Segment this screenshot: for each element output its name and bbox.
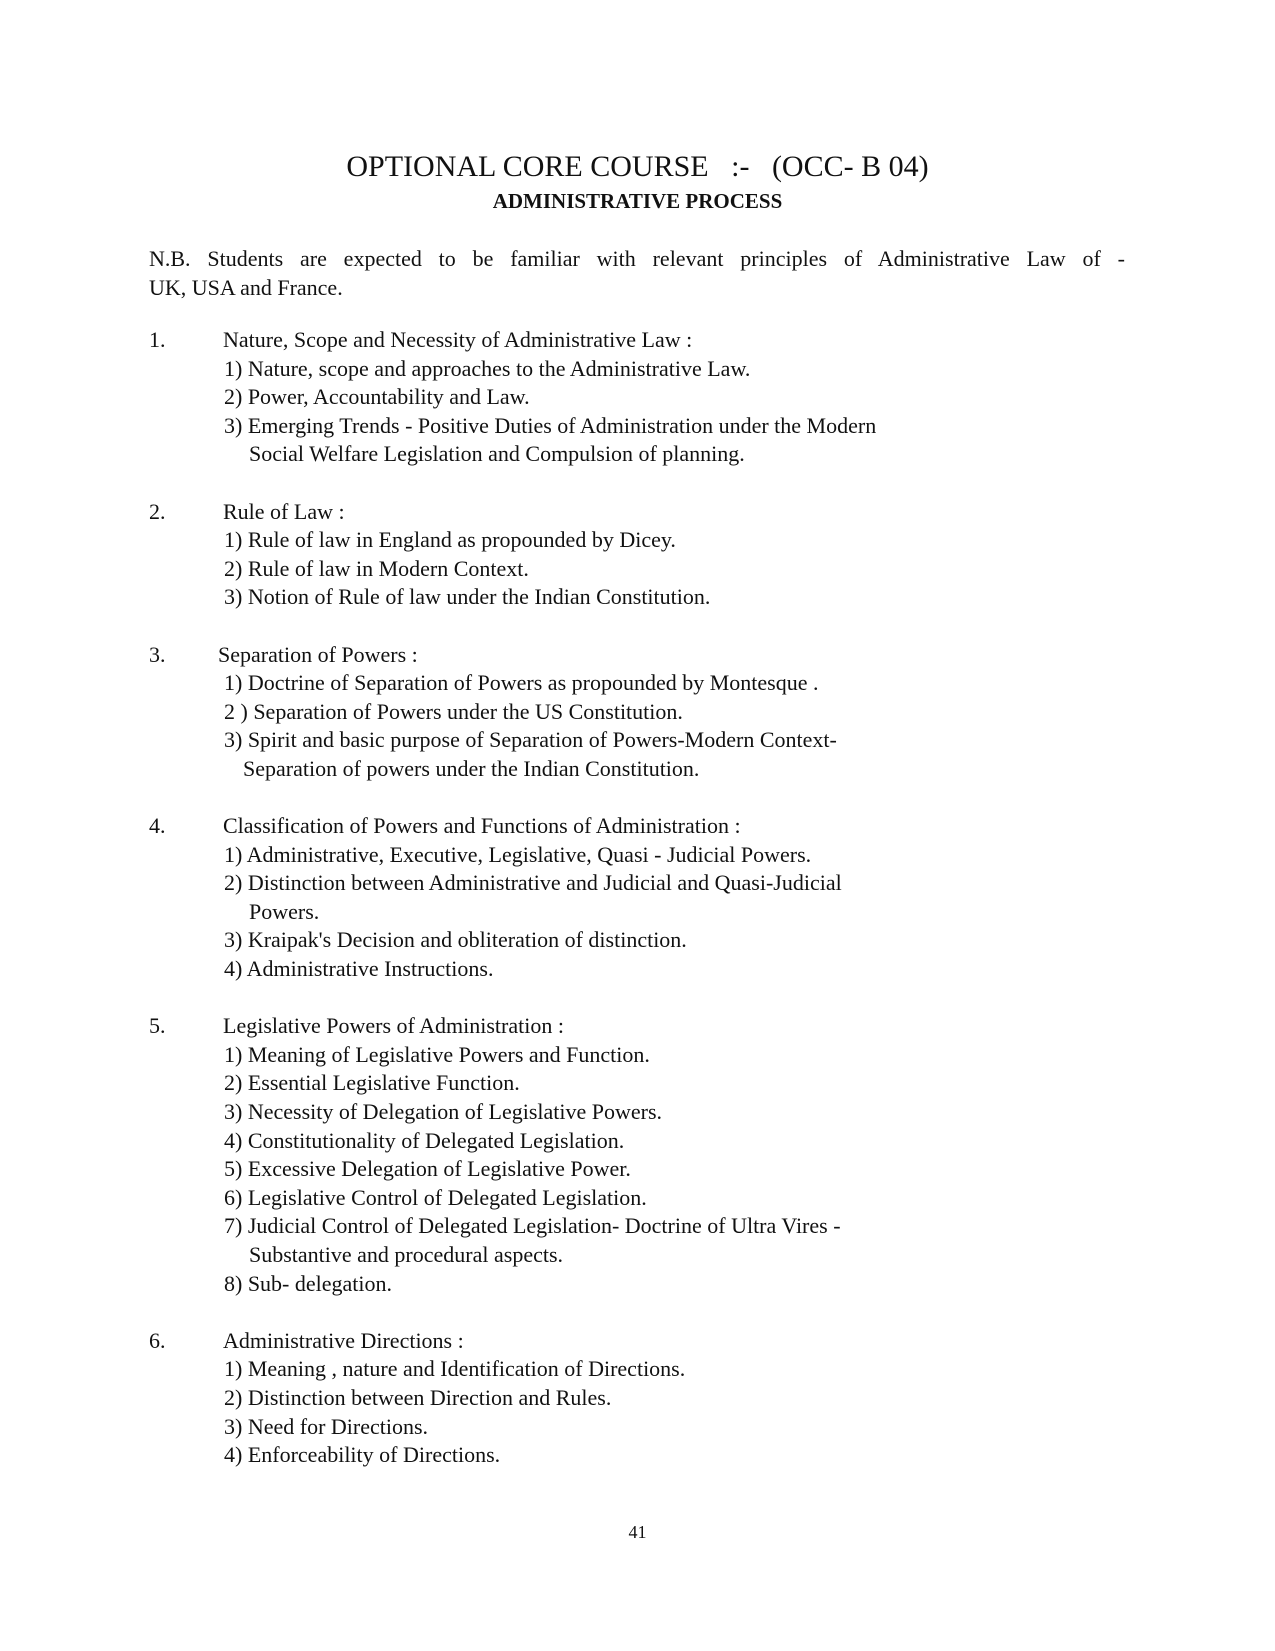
- item-text: 4) Constitutionality of Delegated Legislation.: [224, 1127, 625, 1153]
- item-continuation: Separation of powers under the Indian Constitution.: [243, 755, 700, 781]
- section-title: Rule of Law :: [223, 498, 345, 524]
- section-item-list: [149, 669, 1149, 783]
- syllabus-section: [149, 1012, 1149, 1298]
- section-item-list: [149, 526, 1149, 612]
- section-number: 3.: [149, 641, 166, 667]
- list-item: [149, 669, 1149, 698]
- list-item: [149, 1212, 1149, 1269]
- item-text: 2) Distinction between Direction and Rules.: [224, 1384, 612, 1410]
- note-paragraph: [149, 244, 1125, 302]
- item-text: 2) Distinction between Administrative and Judicial and Quasi-Judicial: [224, 870, 842, 896]
- section-item-list: [149, 841, 1149, 984]
- section-heading: [149, 641, 1149, 670]
- item-text: 2 ) Separation of Powers under the US Constitution.: [224, 698, 683, 724]
- section-item-list: [149, 355, 1149, 469]
- list-item: [149, 926, 1149, 955]
- list-item: [149, 1413, 1149, 1442]
- section-number: 1.: [149, 327, 166, 352]
- list-item: [149, 526, 1149, 555]
- section-heading: [149, 1012, 1149, 1041]
- list-item: [149, 1041, 1149, 1070]
- section-title: Legislative Powers of Administration :: [223, 1013, 564, 1039]
- section-title: Administrative Directions :: [223, 1327, 464, 1353]
- list-item: [149, 1155, 1149, 1184]
- section-number: 2.: [149, 498, 166, 524]
- list-item: [149, 412, 1149, 469]
- list-item: [149, 1441, 1149, 1470]
- section-heading: [149, 1327, 1149, 1356]
- syllabus-sections: [149, 326, 1149, 1498]
- item-continuation: Social Welfare Legislation and Compulsion of planning.: [249, 441, 745, 467]
- section-heading: [149, 498, 1149, 527]
- list-item: [149, 1098, 1149, 1127]
- item-text: 1) Rule of law in England as propounded by Dicey.: [224, 527, 676, 553]
- item-text: 1) Nature, scope and approaches to the Administrative Law.: [224, 355, 751, 381]
- item-continuation: Powers.: [249, 898, 320, 924]
- item-text: 4) Administrative Instructions.: [224, 956, 494, 982]
- section-heading: [149, 326, 1149, 355]
- item-text: 3) Necessity of Delegation of Legislative Powers.: [224, 1099, 663, 1125]
- syllabus-section: [149, 641, 1149, 784]
- syllabus-section: [149, 1327, 1149, 1470]
- section-heading: [149, 812, 1149, 841]
- page-number: 41: [628, 1522, 647, 1542]
- list-item: [149, 1270, 1149, 1299]
- item-text: 4) Enforceability of Directions.: [224, 1442, 501, 1468]
- list-item: [149, 555, 1149, 584]
- syllabus-section: [149, 812, 1149, 984]
- list-item: [149, 1127, 1149, 1156]
- syllabus-section: [149, 326, 1149, 469]
- item-text: 7) Judicial Control of Delegated Legislation- Doctrine of Ultra Vires -: [224, 1213, 841, 1239]
- item-text: 1) Administrative, Executive, Legislative, Quasi - Judicial Powers.: [224, 841, 812, 867]
- list-item: [149, 698, 1149, 727]
- item-text: 3) Spirit and basic purpose of Separation of Powers-Modern Context-: [224, 727, 837, 753]
- list-item: [149, 1355, 1149, 1384]
- item-text: 3) Emerging Trends - Positive Duties of Administration under the Modern: [224, 412, 877, 438]
- item-text: 1) Meaning of Legislative Powers and Function.: [224, 1041, 650, 1067]
- item-text: 8) Sub- delegation.: [224, 1270, 393, 1296]
- list-item: [149, 1384, 1149, 1413]
- list-item: [149, 841, 1149, 870]
- section-number: 6.: [149, 1327, 166, 1353]
- note-line: UK, USA and France.: [149, 275, 343, 300]
- syllabus-section: [149, 498, 1149, 612]
- item-text: 2) Rule of law in Modern Context.: [224, 555, 529, 581]
- item-text: 1) Meaning , nature and Identification of Directions.: [224, 1356, 686, 1382]
- list-item: [149, 383, 1149, 412]
- item-text: 6) Legislative Control of Delegated Legislation.: [224, 1184, 647, 1210]
- item-text: 3) Notion of Rule of law under the Indian Constitution.: [224, 584, 711, 610]
- section-number: 4.: [149, 813, 166, 839]
- item-text: 3) Need for Directions.: [224, 1413, 429, 1439]
- section-title: Classification of Powers and Functions of Administration :: [223, 813, 741, 839]
- course-title: OPTIONAL CORE COURSE :- (OCC- B 04): [346, 150, 929, 183]
- item-text: 1) Doctrine of Separation of Powers as propounded by Montesque .: [224, 670, 819, 696]
- item-text: 5) Excessive Delegation of Legislative Power.: [224, 1156, 631, 1182]
- section-item-list: [149, 1041, 1149, 1298]
- item-text: 3) Kraipak's Decision and obliteration of distinction.: [224, 927, 687, 953]
- list-item: [149, 955, 1149, 984]
- list-item: [149, 583, 1149, 612]
- list-item: [149, 726, 1149, 783]
- list-item: [149, 1184, 1149, 1213]
- item-text: 2) Power, Accountability and Law.: [224, 384, 530, 410]
- section-title: Nature, Scope and Necessity of Administrative Law :: [223, 327, 693, 352]
- section-item-list: [149, 1355, 1149, 1469]
- list-item: [149, 355, 1149, 384]
- section-number: 5.: [149, 1013, 166, 1039]
- item-continuation: Substantive and procedural aspects.: [249, 1242, 564, 1267]
- list-item: [149, 869, 1149, 926]
- list-item: [149, 1069, 1149, 1098]
- item-text: 2) Essential Legislative Function.: [224, 1070, 520, 1096]
- note-line: N.B. Students are expected to be familiar with relevant principles of Administrative Law of -: [149, 246, 1125, 271]
- course-subtitle: ADMINISTRATIVE PROCESS: [492, 189, 783, 213]
- section-title: Separation of Powers :: [218, 641, 418, 667]
